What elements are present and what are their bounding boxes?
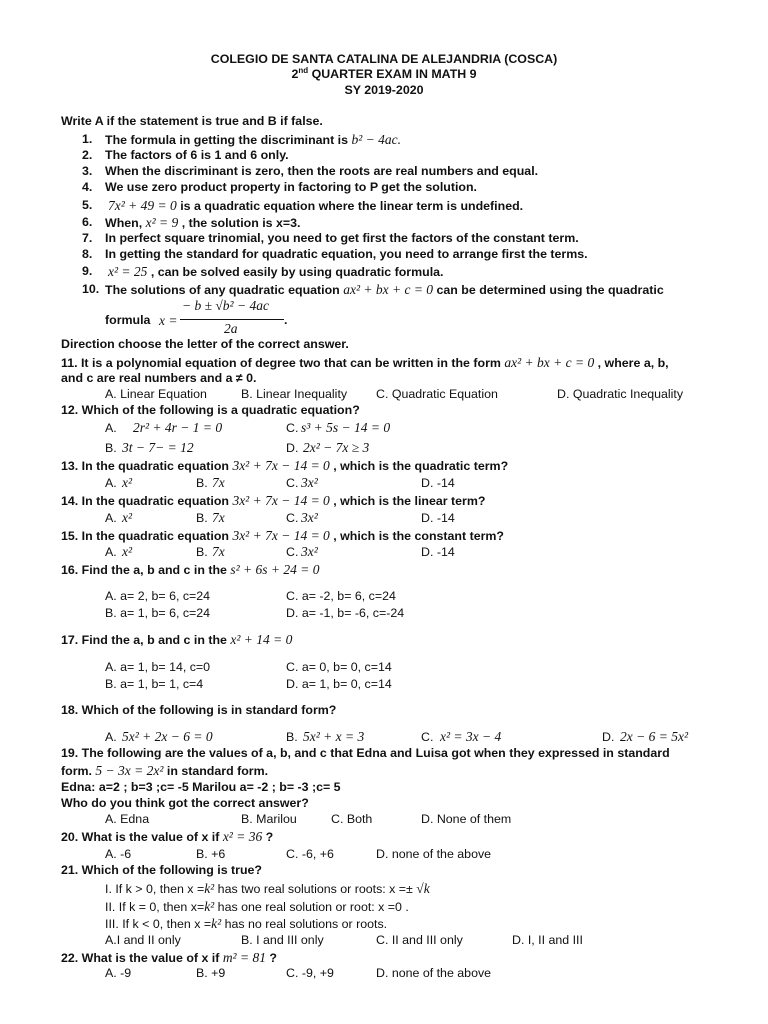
q15-option-c-label: C. <box>286 545 299 559</box>
q18-option-a: 5x² + 2x − 6 = 0 <box>122 729 213 744</box>
item-1-number: 1. <box>82 132 93 146</box>
q20-stem-a: 20. What is the value of x if <box>61 830 223 844</box>
q21-statement-2 <box>105 899 409 915</box>
q14-option-b-label: B. <box>196 511 208 525</box>
q21-s1-a: I. If k > 0, then x = <box>105 882 205 896</box>
q16-stem-text: 16. Find the a, b and c in the <box>61 563 231 577</box>
q15-stem <box>61 528 504 544</box>
item-7-number: 7. <box>82 231 93 245</box>
q19-stem-prefix: form. <box>61 764 96 778</box>
q17-option-c: C. a= 0, b= 0, c=14 <box>286 660 392 674</box>
q14-option-a-label: A. <box>105 511 117 525</box>
formula-numerator: − b ± √b² − 4ac <box>182 298 269 313</box>
q19-option-c: C. Both <box>331 812 373 826</box>
q13-option-d: D. -14 <box>421 476 455 490</box>
q21-s2-a: II. If k = 0, then x= <box>105 900 205 914</box>
item-5-number: 5. <box>82 198 93 212</box>
q16-math: s² + 6s + 24 = 0 <box>230 562 320 577</box>
q18-option-c-label: C. <box>421 730 434 744</box>
q14-option-b: 7x <box>212 510 225 525</box>
q11-option-a: A. Linear Equation <box>105 387 207 401</box>
q12-option-a: 2r² + 4r − 1 = 0 <box>133 420 223 435</box>
q12-option-b: 3t − 7− = 12 <box>122 440 194 455</box>
q21-s3-a: III. If k < 0, then x = <box>105 917 212 931</box>
item-10-math: ax² + bx + c = 0 <box>343 282 434 297</box>
item-3-text: When the discriminant is zero, then the roots are real numbers and equal. <box>105 164 539 178</box>
item-5 <box>108 198 523 214</box>
exam-title-ordinal: nd <box>298 65 309 75</box>
q11-math: ax² + bx + c = 0 <box>504 355 595 370</box>
q18-option-c: x² = 3x − 4 <box>440 729 502 744</box>
q19-stem-a: 19. The following are the values of a, b, and c that Edna and Luisa got when they expressed in standard <box>61 746 670 760</box>
q15-option-b: 7x <box>212 544 225 559</box>
q16-option-d: D. a= -1, b= -6, c=-24 <box>286 606 405 620</box>
q19-stem-suffix: in standard form. <box>163 764 269 778</box>
fraction-bar <box>180 319 284 320</box>
item-1 <box>105 132 401 148</box>
q11-stem-b: , where a, b, <box>594 356 669 370</box>
q15-math: 3x² + 7x − 14 = 0 <box>232 528 330 543</box>
q16-option-b: B. a= 1, b= 6, c=24 <box>105 606 211 620</box>
item-6-text-b: , the solution is x=3. <box>178 216 301 230</box>
q18-option-d-label: D. <box>602 730 615 744</box>
q18-stem: 18. Which of the following is in standard form? <box>61 703 337 717</box>
q21-s3-math: k² <box>211 916 222 931</box>
q21-option-a: A.I and II only <box>105 933 181 947</box>
item-6-number: 6. <box>82 215 93 229</box>
q20-option-b: B. +6 <box>196 847 226 861</box>
item-5-text: is a quadratic equation where the linear term is undefined. <box>176 199 524 213</box>
q14-option-d: D. -14 <box>421 511 455 525</box>
q22-stem-a: 22. What is the value of x if <box>61 951 223 965</box>
q13-stem-b: , which is the quadratic term? <box>329 459 509 473</box>
q20-option-c: C. -6, +6 <box>286 847 334 861</box>
q22-stem-b: ? <box>265 951 277 965</box>
q15-option-b-label: B. <box>196 545 208 559</box>
q21-option-c: C. II and III only <box>376 933 463 947</box>
q12-option-c: s³ + 5s − 14 = 0 <box>301 420 391 435</box>
q12-option-d: 2x² − 7x ≥ 3 <box>303 440 370 455</box>
q18-option-a-label: A. <box>105 730 117 744</box>
item-1-text: The formula in getting the discriminant is <box>105 133 352 147</box>
item-6-math: x² = 9 <box>145 215 179 230</box>
q12-option-b-label: B. <box>105 441 117 455</box>
part2-direction: Direction choose the letter of the correct answer. <box>61 337 349 351</box>
q22-option-c: C. -9, +9 <box>286 966 334 980</box>
q11-option-b: B. Linear Inequality <box>241 387 348 401</box>
q13-option-b-label: B. <box>196 476 208 490</box>
exam-title-text: QUARTER EXAM IN MATH 9 <box>308 67 477 81</box>
q22-math: m² = 81 <box>222 950 266 965</box>
q15-option-a: x² <box>122 544 133 559</box>
q21-s1-math: k² <box>204 881 215 896</box>
item-5-math: 7x² + 49 = 0 <box>108 198 177 213</box>
q22-option-a: A. -9 <box>105 966 132 980</box>
q13-stem <box>61 458 508 474</box>
q17-stem <box>61 632 292 648</box>
item-3-number: 3. <box>82 164 93 178</box>
q15-option-a-label: A. <box>105 545 117 559</box>
item-1-math: b² − 4ac. <box>351 132 401 147</box>
q13-option-a: x² <box>122 475 133 490</box>
q11-option-d: D. Quadratic Inequality <box>557 387 684 401</box>
q13-stem-a: 13. In the quadratic equation <box>61 459 233 473</box>
q19-option-a: A. Edna <box>105 812 150 826</box>
q14-stem-b: , which is the linear term? <box>329 494 486 508</box>
q19-stem-b <box>61 763 268 779</box>
q14-math: 3x² + 7x − 14 = 0 <box>232 493 330 508</box>
q19-option-b: B. Marilou <box>241 812 297 826</box>
q12-option-d-label: D. <box>286 441 299 455</box>
item-4-text: We use zero product property in factoring to P get the solution. <box>105 180 477 194</box>
q11-stem-a: 11. It is a polynomial equation of degree two that can be written in the form <box>61 356 505 370</box>
q21-statement-1 <box>105 881 430 897</box>
item-6-text-a: When, <box>105 216 146 230</box>
q19-question: Who do you think got the correct answer? <box>61 796 309 810</box>
part1-direction: Write A if the statement is true and B if false. <box>61 114 323 128</box>
q11-option-c: C. Quadratic Equation <box>376 387 498 401</box>
q21-option-d: D. I, II and III <box>512 933 583 947</box>
item-6 <box>105 215 300 231</box>
q13-option-b: 7x <box>212 475 225 490</box>
q12-stem: 12. Which of the following is a quadratic equation? <box>61 403 360 417</box>
q20-stem-b: ? <box>262 830 274 844</box>
q21-option-b: B. I and III only <box>241 933 324 947</box>
q22-option-b: B. +9 <box>196 966 226 980</box>
formula-lhs: x = <box>159 313 178 328</box>
q19-math: 5 − 3x = 2x² <box>95 763 164 778</box>
q13-option-a-label: A. <box>105 476 117 490</box>
q12-option-c-label: C. <box>286 421 299 435</box>
q21-s3-b: has no real solutions or roots. <box>221 917 388 931</box>
q11-stem <box>61 355 669 371</box>
q19-values: Edna: a=2 ; b=3 ;c= -5 Marilou a= -2 ; b= -3 ;c= 5 <box>61 780 341 794</box>
q16-option-a: A. a= 2, b= 6, c=24 <box>105 589 211 603</box>
q22-option-d: D. none of the above <box>376 966 492 980</box>
formula-end: . <box>284 313 288 327</box>
q17-option-a: A. a= 1, b= 14, c=0 <box>105 660 211 674</box>
formula-denominator: 2a <box>224 321 238 336</box>
q15-option-d: D. -14 <box>421 545 455 559</box>
item-9 <box>108 264 444 280</box>
q20-math: x² = 36 <box>222 829 263 844</box>
q18-option-d: 2x − 6 = 5x² <box>620 729 689 744</box>
q14-stem <box>61 493 485 509</box>
q17-math: x² + 14 = 0 <box>230 632 293 647</box>
q12-option-a-label: A. <box>105 421 117 435</box>
q21-s1-math2: √k <box>416 881 430 896</box>
q15-stem-b: , which is the constant term? <box>329 529 504 543</box>
q11-stem-c: and c are real numbers and a ≠ 0. <box>61 371 257 385</box>
exam-title-number: 2 <box>291 67 299 81</box>
quadratic-formula-fraction <box>180 298 284 338</box>
q22-stem <box>61 950 277 966</box>
q21-statement-3 <box>105 916 387 932</box>
item-10-number: 10. <box>82 282 100 296</box>
q17-option-b: B. a= 1, b= 1, c=4 <box>105 677 204 691</box>
item-2-number: 2. <box>82 148 93 162</box>
q21-s1-b: has two real solutions or roots: x =± <box>214 882 417 896</box>
q13-option-c: 3x² <box>301 475 318 490</box>
item-8-text: In getting the standard for quadratic equation, you need to arrange first the terms. <box>105 247 588 261</box>
item-9-number: 9. <box>82 264 93 278</box>
item-10-text-a: The solutions of any quadratic equation <box>105 283 344 297</box>
item-10 <box>105 282 664 298</box>
school-name: COLEGIO DE SANTA CATALINA DE ALEJANDRIA (COSCA) <box>210 52 558 66</box>
q21-s2-math: k² <box>204 899 215 914</box>
q17-option-d: D. a= 1, b= 0, c=14 <box>286 677 392 691</box>
item-2-text: The factors of 6 is 1 and 6 only. <box>105 148 289 162</box>
q14-option-a: x² <box>122 510 133 525</box>
q14-option-c-label: C. <box>286 511 299 525</box>
q18-option-b: 5x² + x = 3 <box>303 729 365 744</box>
q16-option-c: C. a= -2, b= 6, c=24 <box>286 589 396 603</box>
q20-stem <box>61 829 273 845</box>
q15-stem-a: 15. In the quadratic equation <box>61 529 233 543</box>
item-8-number: 8. <box>82 247 93 261</box>
q20-option-d: D. none of the above <box>376 847 492 861</box>
q21-stem: 21. Which of the following is true? <box>61 863 263 877</box>
q18-option-b-label: B. <box>286 730 298 744</box>
item-7-text: In perfect square trinomial, you need to get first the factors of the constant term. <box>105 231 579 245</box>
school-year: SY 2019-2020 <box>344 83 424 97</box>
q14-option-c: 3x² <box>301 510 318 525</box>
q13-math: 3x² + 7x − 14 = 0 <box>232 458 330 473</box>
q13-option-c-label: C. <box>286 476 299 490</box>
item-9-math: x² = 25 <box>108 264 148 279</box>
item-9-text: , can be solved easily by using quadratic formula. <box>147 265 444 279</box>
exam-title <box>0 67 768 82</box>
q19-option-d: D. None of them <box>421 812 512 826</box>
q21-s2-b: has one real solution or root: x =0 . <box>214 900 409 914</box>
item-10-text-b: can be determined using the quadratic <box>433 283 664 297</box>
q17-stem-text: 17. Find the a, b and c in the <box>61 633 231 647</box>
formula-label: formula <box>105 313 151 327</box>
q14-stem-a: 14. In the quadratic equation <box>61 494 233 508</box>
q15-option-c: 3x² <box>301 544 318 559</box>
q20-option-a: A. -6 <box>105 847 132 861</box>
item-4-number: 4. <box>82 180 93 194</box>
q16-stem <box>61 562 320 578</box>
